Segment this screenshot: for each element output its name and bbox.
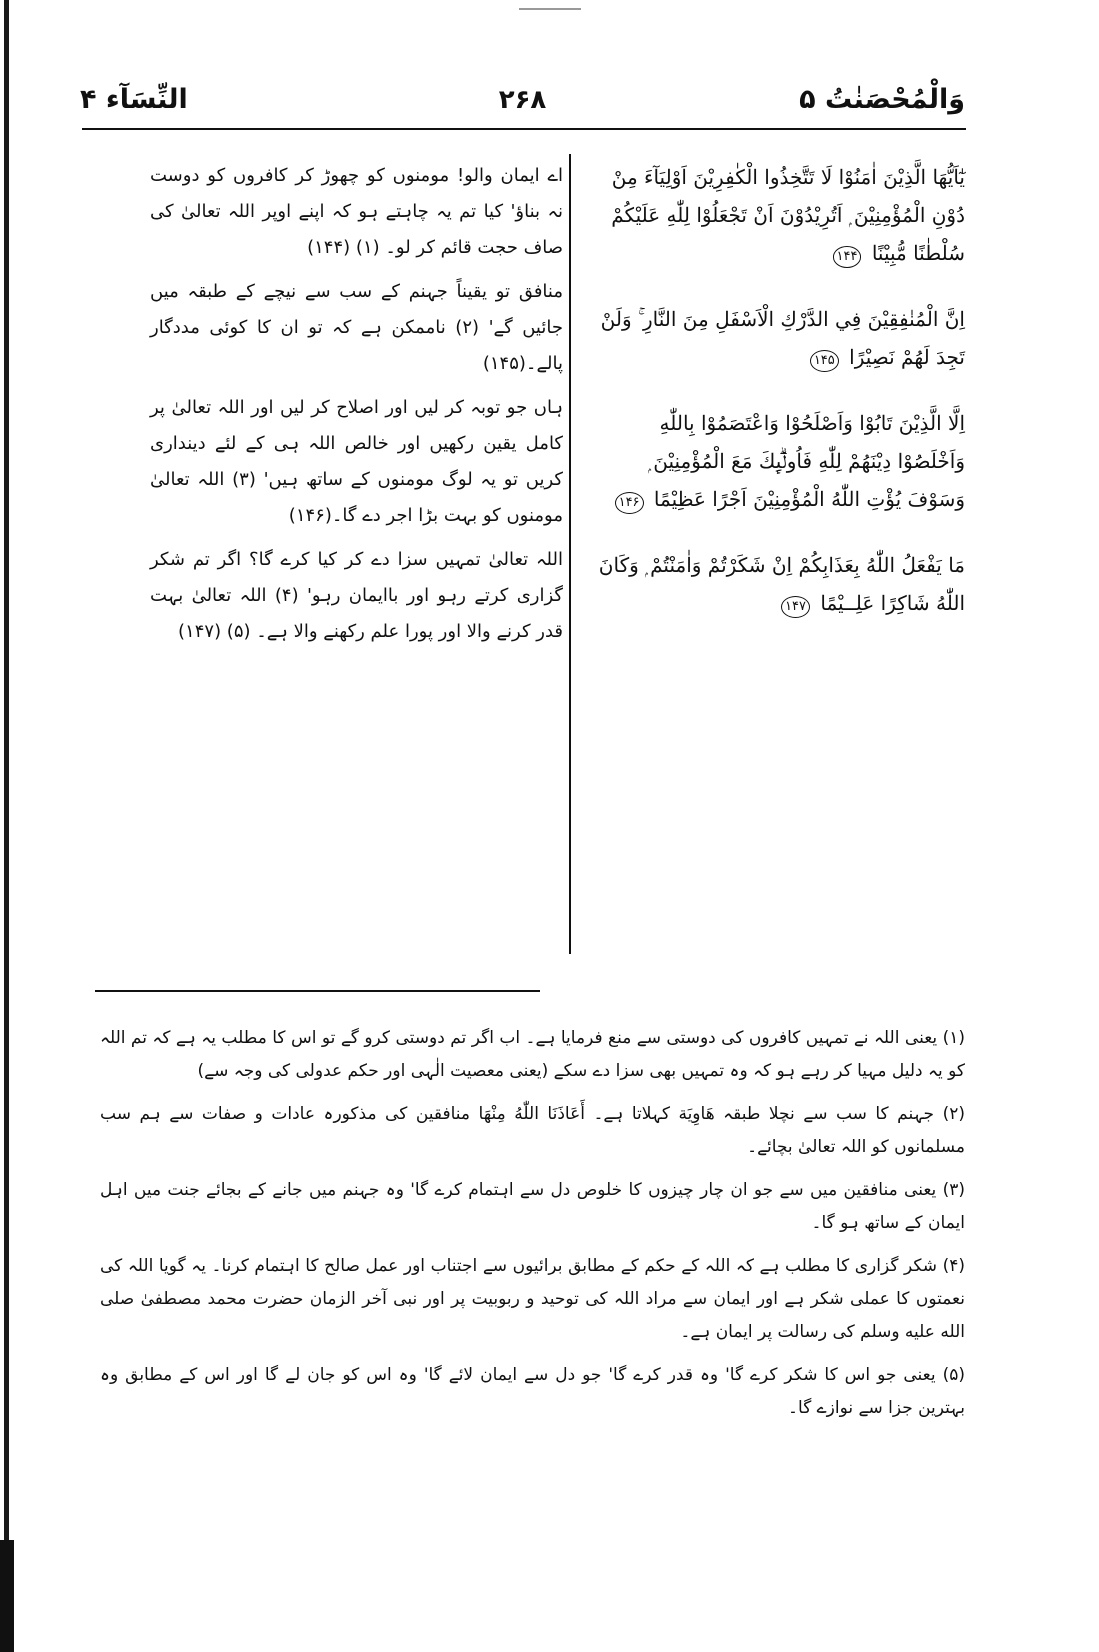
footnote-2: (۲) جہنم کا سب سے نچلا طبقہ ھَاوِيَة کہلاتا ہے۔ أَعَاذَنَا اللّٰهُ مِنْهَا منافقین کی مذکورہ عادات و صفات سے ہم سب مسلمانوں کو اللہ تعالیٰ بچائے۔ [100,1104,965,1157]
header-divider [82,128,966,130]
ayah-text: مَا يَفْعَلُ اللّٰهُ بِعَذَابِكُمْ اِنْ شَكَرْتُمْ وَاٰمَنْتُمْ ۭ وَكَانَ اللّٰهُ شَاكِرًا عَلِــيْمًا [598,553,965,615]
footnote-5: (۵) یعنی جو اس کا شکر کرے گا' وہ قدر کرے گا' جو دل سے ایمان لائے گا' وہ اس کو جان لے گا اور اس کے مطابق وہ بہترین جزا سے نوازے گا۔ [100,1365,965,1418]
page-binding-edge [4,0,11,1652]
ayah-number-marker: ۱۴۴ [833,246,862,268]
ayah-147 [590,546,965,622]
translation-144: اے ایمان والو! مومنوں کو چھوڑ کر کافروں کو دوست نہ بناؤ' کیا تم یہ چاہتے ہو کہ اپنے اوپر اللہ تعالیٰ کی صاف حجت قائم کر لو۔ (۱) (۱۴۴) [150,165,563,258]
footnote-1: (۱) یعنی اللہ نے تمہیں کافروں کی دوستی سے منع فرمایا ہے۔ اب اگر تم دوستی کرو گے تو اس کا مطلب یہ ہے کہ تم اللہ کو یہ دلیل مہیا کر رہے ہو کہ وہ تمہیں بھی سزا دے سکے (یعنی معصیت الٰہی اور حکم عدولی کی وجہ سے) [100,1028,965,1081]
ayah-text: يٰٓاَيُّهَا الَّذِيْنَ اٰمَنُوْا لَا تَتَّخِذُوا الْكٰفِرِيْنَ اَوْلِيَآءَ مِنْ دُوْنِ الْمُؤْمِنِيْنَ ۭ اَتُرِيْدُوْنَ اَنْ تَجْعَلُوْا لِلّٰهِ عَلَيْكُمْ سُلْطٰنًا مُّبِيْنًا [611,165,965,265]
arabic-text-column [590,158,965,650]
ayah-number-marker: ۱۴۷ [781,596,810,618]
ayah-144 [590,158,965,272]
ayah-number-marker: ۱۴۶ [615,492,644,514]
translation-145: منافق تو یقیناً جہنم کے سب سے نیچے کے طبقہ میں جائیں گے' (۲) ناممکن ہے کہ تو ان کا کوئی مددگار پالے۔(۱۴۵) [150,281,563,374]
translation-147: اللہ تعالیٰ تمہیں سزا دے کر کیا کرے گا؟ اگر تم شکر گزاری کرتے رہو اور باایمان رہو' (۴) اللہ تعالیٰ بہت قدر کرنے والا اور پورا علم رکھنے والا ہے۔ (۵) (۱۴۷) [150,549,563,642]
top-scan-mark [519,8,581,10]
ayah-text: اِنَّ الْمُنٰفِقِيْنَ فِي الدَّرْكِ الْاَسْفَلِ مِنَ النَّارِ ۚ وَلَنْ تَجِدَ لَھُمْ نَصِيْرًا [600,307,965,369]
ayah-text: اِلَّا الَّذِيْنَ تَابُوْا وَاَصْلَحُوْا وَاعْتَصَمُوْا بِاللّٰهِ وَاَخْلَصُوْا دِيْنَھُمْ لِلّٰهِ فَاُولٰۗىِٕكَ مَعَ الْمُؤْمِنِيْنَ ۭ وَسَوْفَ يُؤْتِ اللّٰهُ الْمُؤْمِنِيْنَ اَجْرًا عَظِيْمًا [648,411,965,511]
urdu-translation-column [150,158,563,658]
page-header [80,80,965,128]
footnote-3: (۳) یعنی منافقین میں سے جو ان چار چیزوں کا خلوص دل سے اہتمام کرے گا' وہ جہنم میں جانے کے بجائے جنت میں اہل ایمان کے ساتھ ہو گا۔ [100,1180,965,1233]
ayah-146 [590,404,965,518]
ayah-145 [590,300,965,376]
footnotes [100,1022,965,1435]
ayah-number-marker: ۱۴۵ [810,350,839,372]
page-number: ۲۶۸ [498,85,547,115]
page-binding-shadow [0,1540,14,1652]
footnote-4: (۴) شکر گزاری کا مطلب ہے کہ اللہ کے حکم کے مطابق برائیوں سے اجتناب اور عمل صالح کا اہتمام کرنا۔ یہ گویا اللہ کی نعمتوں کا عملی شکر ہے اور ایمان سے مراد اللہ کی توحید و ربوبیت پر اور نبی آخر الزمان حضرت محمد مصطفیٰ صلى الله عليه وسلم کی رسالت پر ایمان ہے۔ [100,1256,965,1342]
translation-146: ہاں جو توبہ کر لیں اور اصلاح کر لیں اور اللہ تعالیٰ پر کامل یقین رکھیں اور خالص اللہ ہی کے لئے دینداری کریں تو یہ لوگ مومنوں کے ساتھ ہیں' (۳) اللہ تعالیٰ مومنوں کو بہت بڑا اجر دے گا۔(۱۴۶) [150,397,563,526]
footnote-divider [95,990,540,992]
surah-name: النِّسَآء ۴ [80,84,188,115]
juz-name: وَالْمُحْصَنٰتُ ۵ [799,84,965,115]
column-divider [569,154,571,954]
